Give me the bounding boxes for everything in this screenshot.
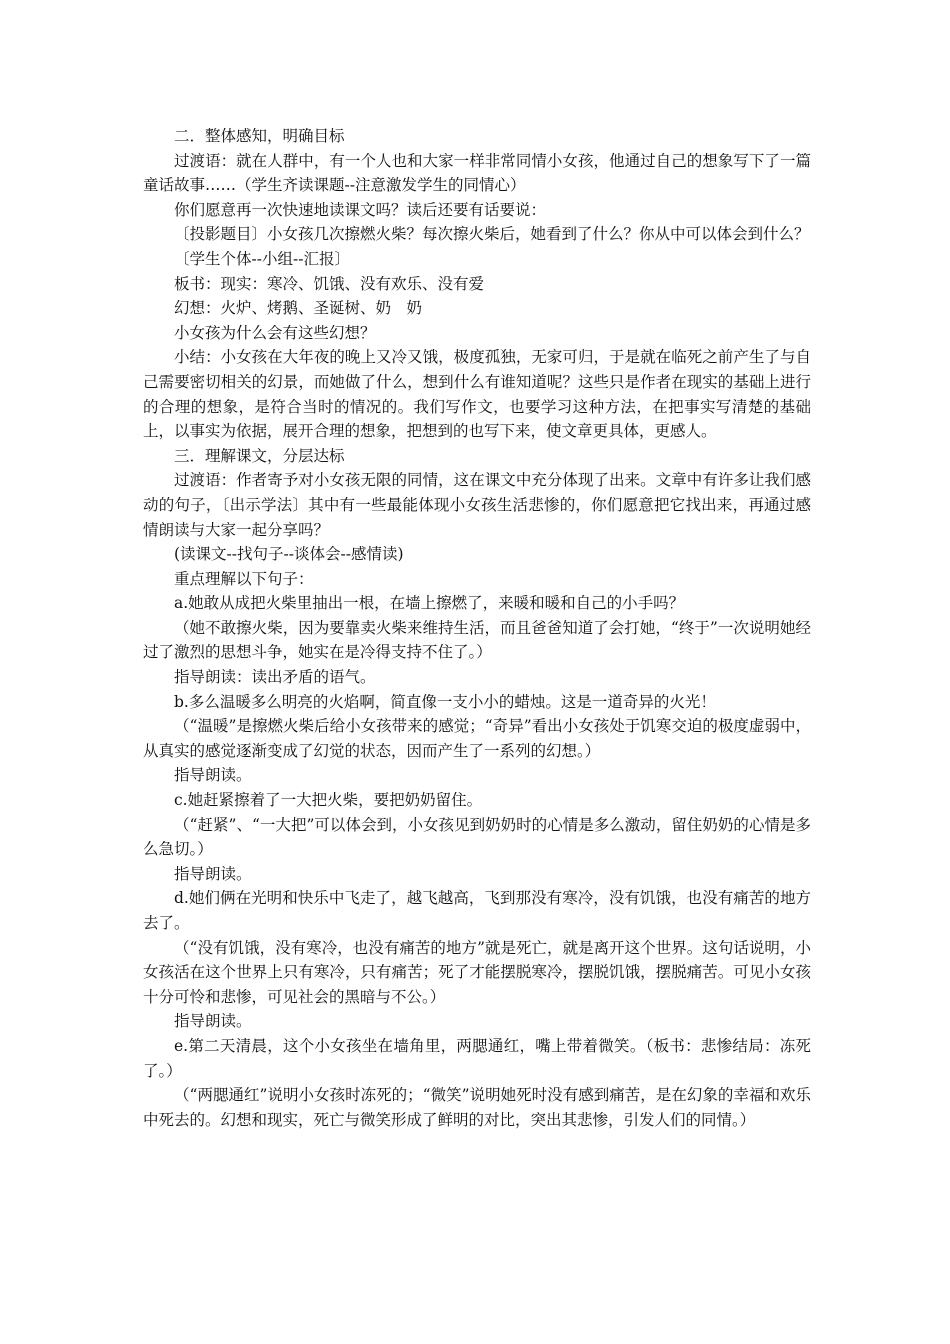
paragraph: 小女孩为什么会有这些幻想？	[174, 323, 376, 342]
paragraph: 〔投影题目〕小女孩几次擦燃火柴？每次擦火柴后，她看到了什么？你从中可以体会到什么？	[174, 225, 810, 244]
paragraph: 〔学生个体--小组--汇报〕	[174, 249, 350, 268]
paragraph: 过渡语：就在人群中，有一个人也和大家一样非常同情小女孩，他通过自己的想象写下了一篇童话故事……（学生齐读课题--注意激发学生的同情心）	[143, 151, 811, 195]
paragraph: 重点理解以下句子：	[174, 569, 314, 588]
paragraph: 指导朗读。	[174, 766, 252, 785]
paragraph: 指导朗读。	[174, 864, 252, 883]
sentence-c: c.她赶紧擦着了一大把火柴，要把奶奶留住。	[174, 791, 483, 810]
sentence-e: e.第二天清晨，这个小女孩坐在墙角里，两腮通红，嘴上带着微笑。（板书：悲惨结局：冻死了。）	[143, 1036, 811, 1080]
section-heading-2: 二．整体感知，明确目标	[174, 127, 345, 145]
paragraph: 板书：现实：寒冷、饥饿、没有欢乐、没有爱	[174, 274, 485, 293]
paragraph: 指导朗读：读出矛盾的语气。	[174, 668, 376, 687]
paragraph: 过渡语：作者寄予对小女孩无限的同情，这在课文中充分体现了出来。文章中有许多让我们感动的句子，〔出示学法〕其中有一些最能体现小女孩生活悲惨的，你们愿意把它找出来，再通过感情朗读与大家一起分享吗？	[143, 471, 811, 539]
paragraph: 幻想：火炉、烤鹅、圣诞树、奶 奶	[174, 299, 423, 318]
sentence-b: b.多么温暖多么明亮的火焰啊，简直像一支小小的蜡烛。这是一道奇异的火光！	[174, 692, 716, 711]
paragraph: 指导朗读。	[174, 1012, 252, 1031]
paragraph: （“赶紧”、“一大把”可以体会到，小女孩见到奶奶时的心情是多么激动，留住奶奶的心情是多么急切。）	[143, 815, 811, 859]
paragraph: 你们愿意再一次快速地读课文吗？读后还要有话要说：	[174, 200, 547, 219]
paragraph: （“没有饥饿，没有寒冷，也没有痛苦的地方”就是死亡，就是离开这个世界。这句话说明，小女孩活在这个世界上只有寒冷，只有痛苦；死了才能摆脱寒冷，摆脱饥饿，摆脱痛苦。可见小女孩十分可怜和悲惨，可见社会的黑暗与不公。）	[143, 938, 811, 1006]
document-body	[143, 124, 811, 1132]
sentence-d: d.她们俩在光明和快乐中飞走了，越飞越高，飞到那没有寒冷，没有饥饿，也没有痛苦的地方去了。	[143, 889, 811, 932]
paragraph: 小结：小女孩在大年夜的晚上又冷又饿，极度孤独，无家可归，于是就在临死之前产生了与自己需要密切相关的幻景，而她做了什么，想到什么有谁知道呢？这些只是作者在现实的基础上进行的合理的想象，是符合当时的情况的。我们写作文，也要学习这种方法，在把事实写清楚的基础上，以事实为依据，展开合理的想象，把想到的也写下来，使文章更具体，更感人。	[143, 348, 811, 441]
paragraph: (读课文--找句子--谈体会--感情读)	[174, 545, 404, 564]
paragraph: （“两腮通红”说明小女孩时冻死的；“微笑”说明她死时没有感到痛苦，是在幻象的幸福和欢乐中死去的。幻想和现实，死亡与微笑形成了鲜明的对比，突出其悲惨，引发人们的同情。）	[143, 1086, 811, 1129]
paragraph: （“温暖”是擦燃火柴后给小女孩带来的感觉；“奇异”看出小女孩处于饥寒交迫的极度虚弱中，从真实的感觉逐渐变成了幻觉的状态，因而产生了一系列的幻想。）	[143, 717, 811, 760]
sentence-a: a.她敢从成把火柴里抽出一根，在墙上擦燃了，来暖和暖和自己的小手吗？	[174, 594, 685, 613]
section-heading-3: 三．理解课文，分层达标	[174, 446, 345, 465]
paragraph: （她不敢擦火柴，因为要靠卖火柴来维持生活，而且爸爸知道了会打她，“终于”一次说明她经过了激烈的思想斗争，她实在是冷得支持不住了。）	[143, 618, 811, 662]
